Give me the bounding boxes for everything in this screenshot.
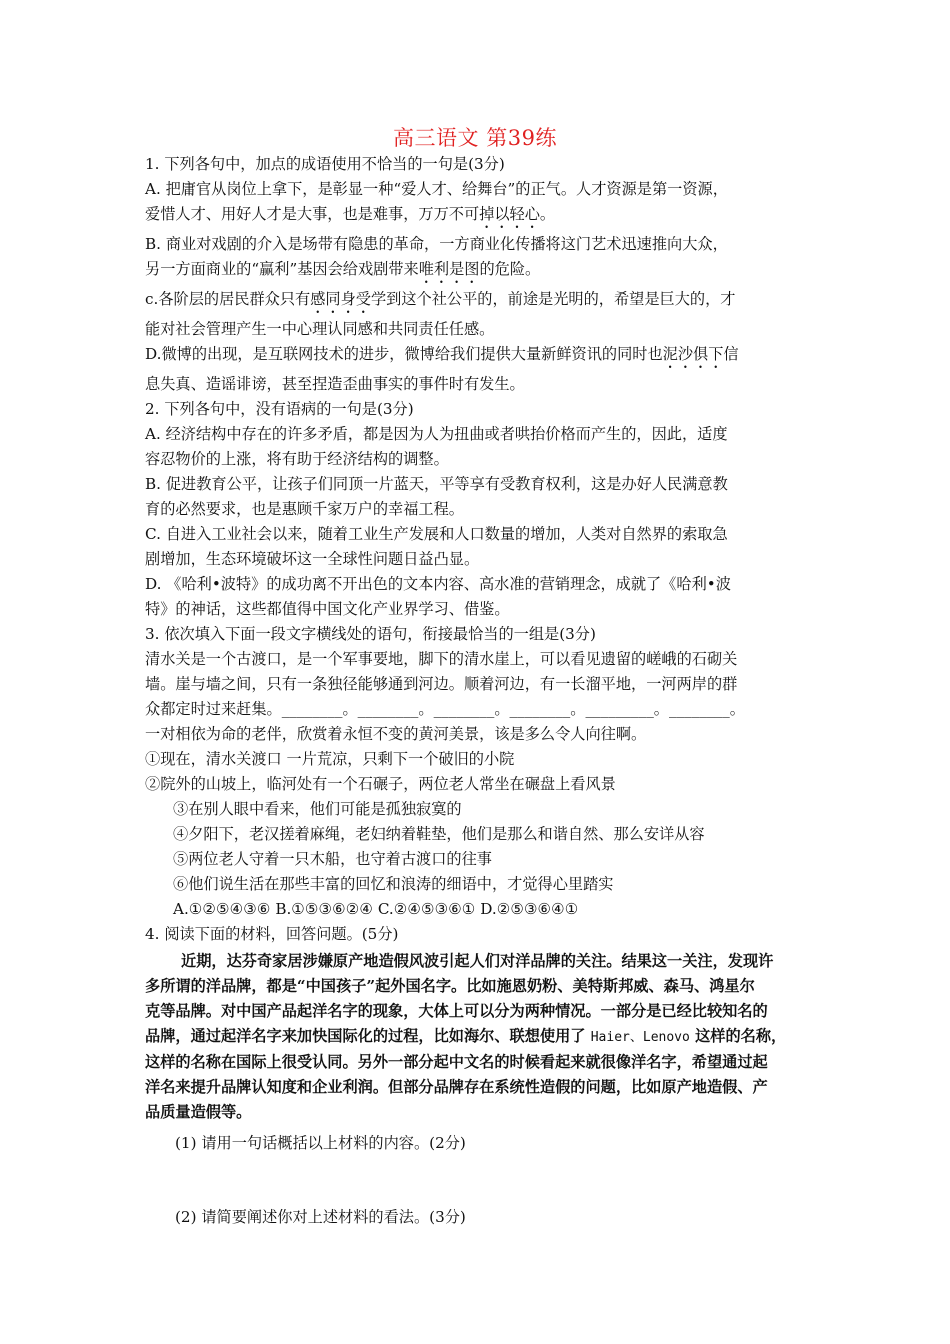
q3-answer-choices: A.①②⑤④③⑥ B.①⑤③⑥②④ C.②④⑤③⑥① D.②⑤③⑥④① bbox=[173, 900, 579, 918]
answer-space-1 bbox=[145, 1156, 810, 1205]
q1-d-line1-end: 信 bbox=[723, 345, 739, 363]
q2-b-line1: B. 促进教育公平，让孩子们同顶一片蓝天，平等享有受教育权利，这是办好人民满意教 bbox=[145, 475, 728, 493]
q1-c-line1-end: 学到这个社公平的，前途是光明的，希望是巨大的，才 bbox=[370, 290, 736, 308]
q4-brand-names: Haier、Lenovo bbox=[590, 1030, 690, 1045]
q2-c-line1: C. 自进入工业社会以来，随着工业生产发展和人口数量的增加，人类对自然界的索取急 bbox=[145, 525, 728, 543]
q1-a-line2-end: 。 bbox=[539, 205, 556, 223]
q2-option-a bbox=[145, 422, 810, 472]
q3-item-5: ⑤两位老人守着一只木船，也守着古渡口的往事 bbox=[173, 850, 492, 868]
q2-a-line1: A. 经济结构中存在的许多矛盾，都是因为人为扭曲或者哄抬价格而产生的，因此，适度 bbox=[145, 425, 728, 443]
q4-material-line1: 近期，达芬奇家居涉嫌原产地造假风波引起人们对洋品牌的关注。结果这一关注，发现许 bbox=[181, 952, 774, 970]
q4-subquestion-2: (2) 请简要阐述你对上述材料的看法。(3分) bbox=[175, 1208, 466, 1226]
q3-passage-line4: 一对相依为命的老伴，欣赏着永恒不变的黄河美景，该是多么令人向往啊。 bbox=[145, 725, 647, 743]
q3-passage-line3: 众都定时过来赶集。________。________。________。________。_________。________。 bbox=[145, 700, 745, 718]
q1-b-line1: B. 商业对戏剧的介入是场带有隐患的革命，一方商业化传播将这门艺术迅速推向大众， bbox=[145, 235, 728, 253]
q3-passage-line2: 墙。崖与墙之间，只有一条独径能够通到河边。顺着河边，有一长溜平地，一河两岸的群 bbox=[145, 675, 738, 693]
q1-c-line1: c.各阶层的居民群众只有 bbox=[145, 290, 311, 308]
q2-stem: 2. 下列各句中，没有语病的一句是(3分) bbox=[145, 400, 414, 418]
q4-subquestion-1: (1) 请用一句话概括以上材料的内容。(2分) bbox=[175, 1134, 466, 1152]
q1-d-idiom: 泥沙俱下 bbox=[662, 345, 724, 363]
q1-d-line2: 息失真、造谣诽谤，甚至捏造歪曲事实的事件时有发生。 bbox=[145, 375, 525, 393]
q3-passage bbox=[145, 647, 810, 747]
q4-stem: 4. 阅读下面的材料，回答问题。(5分) bbox=[145, 925, 399, 943]
q4-material-line4-start: 品牌，通过起洋名字来加快国际化的过程，比如海尔、联想使用了 bbox=[145, 1027, 591, 1045]
q2-option-d bbox=[145, 572, 810, 622]
q4-material-line4-end: 这样的名称， bbox=[689, 1027, 787, 1045]
q3-item-4: ④夕阳下，老汉搓着麻绳，老妇纳着鞋垫，他们是那么和谐自然、那么安详从容 bbox=[173, 825, 705, 843]
q4-material bbox=[145, 949, 810, 1125]
q4-material-line3: 克等品牌。对中国产品起洋名字的现象，大体上可以分为两种情况。一部分是已经比较知名的 bbox=[145, 1002, 768, 1020]
q4-material-line7: 品质量造假等。 bbox=[145, 1103, 252, 1121]
q1-stem: 1. 下列各句中，加点的成语使用不恰当的一句是(3分) bbox=[145, 155, 505, 173]
q1-a-idiom: 掉以轻心 bbox=[479, 205, 540, 223]
q1-option-a bbox=[145, 177, 810, 232]
question-content bbox=[145, 152, 810, 1230]
q2-option-c bbox=[145, 522, 810, 572]
q3-passage-line1: 清水关是一个古渡口，是一个军事要地，脚下的清水崖上，可以看见遗留的嵯峨的石砌关 bbox=[145, 650, 738, 668]
q4-material-line6: 洋名来提升品牌认知度和企业利润。但部分品牌存在系统性造假的问题，比如原产地造假、产 bbox=[145, 1078, 768, 1096]
q3-stem: 3. 依次填入下面一段文字横线处的语句，衔接最恰当的一组是(3分) bbox=[145, 625, 596, 643]
q1-b-line2-end: 的危险。 bbox=[479, 260, 541, 278]
q1-c-idiom: 感同身受 bbox=[310, 290, 371, 308]
q3-item-2: ②院外的山坡上，临河处有一个石碾子，两位老人常坐在碾盘上看风景 bbox=[145, 775, 616, 793]
q3-item-6: ⑥他们说生活在那些丰富的回忆和浪涛的细语中，才觉得心里踏实 bbox=[173, 875, 614, 893]
q2-d-line2: 特》的神话，这些都值得中国文化产业界学习、借鉴。 bbox=[145, 600, 510, 618]
q4-material-line4 bbox=[145, 1024, 810, 1050]
q1-d-line1: D.微博的出现，是互联网技术的进步，微博给我们提供大量新鲜资讯的同时也 bbox=[145, 345, 663, 363]
q1-option-b bbox=[145, 232, 810, 287]
q1-b-idiom: 唯利是图 bbox=[418, 260, 480, 278]
q2-b-line2: 育的必然要求，也是惠顾千家万户的幸福工程。 bbox=[145, 500, 464, 518]
q1-c-line2: 能对社会管理产生一中心理认同感和共同责任任感。 bbox=[145, 320, 495, 338]
q1-option-d bbox=[145, 342, 810, 397]
q3-item-3: ③在别人眼中看来，他们可能是孤独寂寞的 bbox=[173, 800, 462, 818]
q1-b-line2: 另一方面商业的“赢利”基因会给戏剧带来 bbox=[145, 260, 419, 278]
q2-d-line1: D. 《哈利•波特》的成功离不开出色的文本内容、高水准的营销理念，成就了《哈利•波 bbox=[145, 575, 731, 593]
q4-material-line2: 多所谓的洋品牌，都是“中国孩子”起外国名字。比如施恩奶粉、美特斯邦威、森马、鸿星尔 bbox=[145, 977, 755, 995]
q2-option-b bbox=[145, 472, 810, 522]
q2-c-line2: 剧增加，生态环境破坏这一全球性问题日益凸显。 bbox=[145, 550, 480, 568]
q3-item-1: ①现在，清水关渡口 一片荒凉，只剩下一个破旧的小院 bbox=[145, 750, 515, 768]
q1-option-c bbox=[145, 287, 810, 342]
q4-material-line5: 这样的名称在国际上很受认同。另外一部分起中文名的时候看起来就很像洋名字，希望通过起 bbox=[145, 1053, 768, 1071]
q1-a-line1: A. 把庸官从岗位上拿下，是彰显一种“爱人才、给舞台”的正气。人才资源是第一资源， bbox=[145, 180, 728, 198]
q2-a-line2: 容忍物价的上涨，将有助于经济结构的调整。 bbox=[145, 450, 449, 468]
page-title: 高三语文 第39练 bbox=[393, 126, 557, 150]
q1-a-line2: 爱惜人才、用好人才是大事，也是难事，万万不可 bbox=[145, 205, 480, 223]
